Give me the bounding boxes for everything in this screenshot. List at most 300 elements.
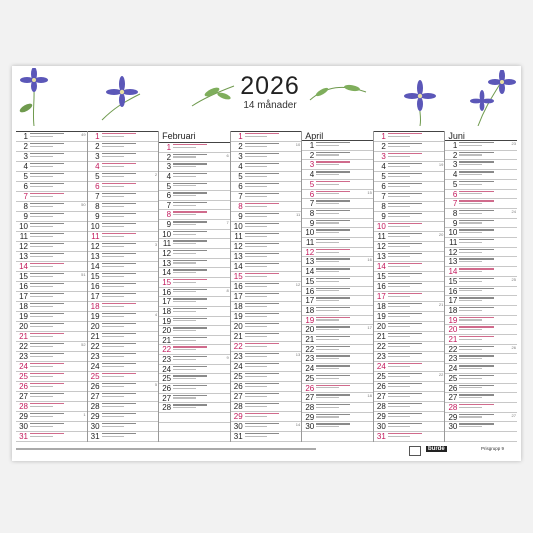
day-number: 9 [309, 218, 315, 228]
day-text-lines [459, 393, 517, 398]
day-row [374, 142, 445, 152]
day-row [231, 262, 302, 272]
day-text-lines [316, 209, 373, 214]
day-row [302, 180, 373, 190]
day-text-lines [388, 292, 445, 297]
day-number: 3 [95, 152, 100, 161]
day-text-lines [30, 332, 87, 337]
day-row [231, 202, 302, 212]
day-row [445, 228, 517, 238]
day-text-lines [245, 342, 302, 347]
day-text-lines [316, 422, 373, 427]
day-number: 28 [305, 402, 315, 412]
day-number: 18 [162, 306, 172, 316]
day-text-lines [459, 374, 517, 379]
day-row [88, 312, 159, 322]
day-row [16, 412, 87, 422]
day-number: 27 [19, 392, 28, 401]
day-text-lines [388, 192, 445, 197]
day-row [445, 422, 517, 432]
day-row [445, 432, 517, 442]
day-number: 3 [23, 152, 28, 161]
day-row [374, 372, 445, 382]
day-text-lines [388, 382, 445, 387]
day-text-lines [388, 432, 445, 437]
day-row [16, 212, 87, 222]
day-row [231, 212, 302, 222]
week-number: 7 [226, 220, 229, 226]
day-row [302, 374, 373, 384]
day-number: 21 [448, 335, 458, 345]
day-text-lines [316, 219, 373, 224]
day-number: 9 [23, 212, 28, 221]
day-number: 11 [377, 232, 386, 241]
day-row [88, 402, 159, 412]
day-text-lines [459, 257, 517, 262]
day-row [16, 192, 87, 202]
day-text-lines [30, 132, 87, 137]
day-number: 16 [376, 282, 386, 291]
day-text-lines [388, 362, 445, 367]
day-text-lines [30, 422, 87, 427]
day-number: 11 [449, 238, 458, 248]
day-text-lines [459, 219, 517, 224]
day-row [159, 432, 230, 442]
day-number: 11 [91, 232, 100, 241]
day-text-lines [459, 316, 517, 321]
day-row [16, 402, 87, 412]
day-text-lines [245, 162, 302, 167]
day-row [16, 292, 87, 302]
week-number: 3 [154, 242, 158, 247]
day-number: 23 [233, 352, 243, 361]
day-number: 19 [376, 312, 386, 321]
day-number: 29 [376, 412, 386, 421]
clematis-illustration-center-right [398, 76, 442, 126]
day-number: 22 [162, 345, 172, 355]
week-number: 49 [81, 132, 86, 137]
day-number: 16 [19, 282, 28, 291]
day-text-lines [30, 362, 87, 367]
day-row [88, 182, 159, 192]
day-text-lines [245, 372, 302, 377]
day-number: 20 [233, 322, 243, 331]
day-number: 24 [162, 364, 172, 374]
day-list [231, 132, 302, 442]
day-text-lines [245, 252, 302, 257]
clematis-illustration-center-left [100, 72, 144, 122]
day-text-lines [30, 382, 87, 387]
day-number: 8 [381, 202, 386, 211]
day-number: 18 [376, 302, 386, 311]
day-number: 25 [162, 374, 172, 384]
day-row [302, 151, 373, 161]
day-text-lines [245, 322, 302, 327]
day-number: 13 [233, 252, 243, 261]
day-list [445, 141, 517, 442]
day-number: 27 [305, 393, 315, 403]
day-row [231, 342, 302, 352]
week-number: 50 [81, 202, 86, 207]
day-number: 15 [162, 277, 172, 287]
day-number: 16 [162, 287, 172, 297]
month-column [16, 131, 88, 442]
day-row [374, 432, 445, 442]
day-text-lines [30, 412, 87, 417]
leaf-sprig-illustration [190, 80, 236, 110]
day-row [231, 192, 302, 202]
day-number: 12 [305, 247, 315, 257]
day-number: 7 [23, 192, 28, 201]
day-number: 21 [233, 332, 243, 341]
day-number: 25 [448, 373, 458, 383]
month-name: April [302, 131, 373, 141]
day-row [374, 412, 445, 422]
week-number: 21 [438, 302, 444, 307]
day-row [88, 262, 159, 272]
day-number: 1 [95, 132, 100, 141]
day-number: 24 [90, 362, 100, 371]
month-name: Februari [159, 131, 230, 143]
day-text-lines [316, 393, 373, 398]
day-row [159, 423, 230, 433]
day-text-lines [30, 302, 87, 307]
day-row [159, 365, 230, 375]
day-text-lines [173, 317, 230, 322]
day-row [374, 192, 445, 202]
day-row [231, 162, 302, 172]
day-row [374, 242, 445, 252]
day-row [88, 202, 159, 212]
day-row [374, 132, 445, 142]
footer-fine-print [16, 448, 316, 450]
day-number: 6 [309, 189, 315, 199]
day-text-lines [102, 282, 159, 287]
day-number: 24 [376, 362, 386, 371]
day-text-lines [173, 345, 230, 350]
day-row [445, 277, 517, 287]
day-row [445, 151, 517, 161]
day-number: 18 [305, 305, 315, 315]
day-row [302, 422, 373, 432]
day-text-lines [388, 332, 445, 337]
day-text-lines [102, 302, 159, 307]
day-number: 2 [452, 150, 458, 160]
day-list [159, 143, 230, 442]
day-row [88, 132, 159, 142]
day-row [231, 402, 302, 412]
day-number: 25 [305, 373, 315, 383]
week-number: 6 [226, 152, 229, 158]
day-text-lines [173, 403, 230, 408]
day-number: 21 [90, 332, 100, 341]
day-row [302, 306, 373, 316]
day-number: 18 [448, 305, 458, 315]
day-text-lines [316, 160, 373, 165]
day-text-lines [30, 252, 87, 257]
day-row [88, 292, 159, 302]
day-text-lines [245, 332, 302, 337]
day-number: 9 [452, 218, 458, 228]
day-number: 16 [90, 282, 100, 291]
day-number: 14 [305, 267, 315, 277]
day-number: 22 [19, 342, 28, 351]
day-text-lines [388, 412, 445, 417]
day-row [302, 345, 373, 355]
day-number: 8 [95, 202, 100, 211]
day-text-lines [245, 422, 302, 427]
day-number: 31 [376, 432, 386, 441]
day-number: 6 [95, 182, 100, 191]
day-row [88, 432, 159, 442]
day-text-lines [459, 422, 517, 427]
calendar-header [12, 66, 521, 130]
day-row [374, 362, 445, 372]
day-number: 10 [19, 222, 28, 231]
day-text-lines [459, 413, 517, 418]
day-number: 14 [19, 262, 28, 271]
day-text-lines [245, 402, 302, 407]
day-number: 26 [90, 382, 100, 391]
day-number: 4 [381, 162, 386, 171]
day-text-lines [245, 222, 302, 227]
day-text-lines [459, 325, 517, 330]
day-text-lines [30, 242, 87, 247]
day-row [16, 322, 87, 332]
day-number: 22 [233, 342, 243, 351]
day-row [302, 296, 373, 306]
day-text-lines [173, 249, 230, 254]
day-text-lines [30, 292, 87, 297]
day-number: 12 [19, 242, 28, 251]
day-number: 7 [166, 200, 172, 210]
day-text-lines [245, 292, 302, 297]
day-number: 30 [90, 422, 100, 431]
day-number: 10 [162, 229, 172, 239]
day-text-lines [388, 422, 445, 427]
day-number: 28 [376, 402, 386, 411]
day-row [88, 282, 159, 292]
week-number: 13 [295, 352, 301, 357]
day-number: 21 [162, 335, 172, 345]
day-text-lines [459, 296, 517, 301]
day-number: 24 [233, 362, 243, 371]
day-number: 3 [309, 160, 315, 170]
day-text-lines [316, 296, 373, 301]
day-number: 7 [238, 192, 243, 201]
day-row [374, 312, 445, 322]
day-row [302, 335, 373, 345]
day-text-lines [388, 152, 445, 157]
day-number: 19 [162, 316, 172, 326]
day-text-lines [30, 342, 87, 347]
day-number: 15 [233, 272, 243, 281]
day-text-lines [316, 306, 373, 311]
day-number: 4 [95, 162, 100, 171]
day-row [231, 362, 302, 372]
day-text-lines [102, 192, 159, 197]
day-text-lines [102, 212, 159, 217]
day-number: 20 [376, 322, 386, 331]
week-number: 5 [154, 382, 158, 387]
day-text-lines [316, 267, 373, 272]
day-text-lines [30, 232, 87, 237]
day-number: 26 [19, 382, 28, 391]
day-text-lines [245, 272, 302, 277]
day-number: 10 [90, 222, 100, 231]
day-number: 30 [448, 422, 458, 432]
day-row [16, 152, 87, 162]
day-row [231, 422, 302, 432]
day-number: 7 [381, 192, 386, 201]
day-row [159, 220, 230, 230]
day-number: 2 [166, 152, 172, 162]
day-number: 15 [305, 276, 315, 286]
day-row [231, 352, 302, 362]
day-row [302, 160, 373, 170]
day-number: 12 [376, 242, 386, 251]
day-text-lines [173, 374, 230, 379]
day-text-lines [245, 192, 302, 197]
day-number: 11 [305, 238, 315, 248]
day-row [88, 392, 159, 402]
day-row [445, 209, 517, 219]
day-row [231, 312, 302, 322]
day-row [16, 302, 87, 312]
day-number: 27 [90, 392, 100, 401]
month-column [445, 131, 517, 442]
week-number: 4 [154, 312, 158, 317]
day-text-lines [102, 412, 159, 417]
day-number: 28 [19, 402, 28, 411]
day-row [231, 152, 302, 162]
day-row [159, 230, 230, 240]
day-text-lines [388, 202, 445, 207]
day-row [159, 249, 230, 259]
day-row [88, 162, 159, 172]
day-row [445, 160, 517, 170]
day-number: 9 [381, 212, 386, 221]
day-number: 29 [90, 412, 100, 421]
day-row [302, 219, 373, 229]
day-row [159, 278, 230, 288]
day-number: 20 [90, 322, 100, 331]
day-number: 4 [309, 170, 315, 180]
day-text-lines [30, 312, 87, 317]
day-number: 24 [448, 364, 458, 374]
day-number: 1 [452, 141, 458, 150]
day-number: 23 [448, 354, 458, 364]
day-text-lines [388, 282, 445, 287]
day-number: 30 [233, 422, 243, 431]
day-text-lines [459, 180, 517, 185]
day-text-lines [459, 160, 517, 165]
day-text-lines [102, 202, 159, 207]
day-row [159, 162, 230, 172]
day-row [445, 296, 517, 306]
day-number: 4 [23, 162, 28, 171]
day-text-lines [30, 222, 87, 227]
day-row [231, 382, 302, 392]
day-number: 3 [381, 152, 386, 161]
day-number: 19 [19, 312, 28, 321]
day-number: 10 [305, 228, 315, 238]
day-row [374, 422, 445, 432]
month-column [159, 131, 231, 442]
day-text-lines [245, 302, 302, 307]
day-row [231, 392, 302, 402]
week-number: 10 [295, 142, 301, 147]
day-number: 13 [448, 257, 458, 267]
day-text-lines [316, 228, 373, 233]
day-row [302, 257, 373, 267]
day-row [445, 257, 517, 267]
day-text-lines [102, 232, 159, 237]
day-row [374, 332, 445, 342]
day-text-lines [173, 201, 230, 206]
day-text-lines [173, 182, 230, 187]
day-number: 5 [452, 179, 458, 189]
day-text-lines [316, 199, 373, 204]
day-text-lines [173, 307, 230, 312]
day-number: 26 [376, 382, 386, 391]
day-text-lines [245, 262, 302, 267]
day-text-lines [173, 259, 230, 264]
day-number: 4 [238, 162, 243, 171]
day-number: 30 [305, 422, 315, 432]
day-number: 31 [90, 432, 100, 441]
day-text-lines [459, 287, 517, 292]
day-text-lines [245, 282, 302, 287]
day-number: 9 [166, 220, 172, 230]
day-text-lines [316, 151, 373, 156]
day-text-lines [102, 362, 159, 367]
day-number: 3 [166, 162, 172, 172]
day-row [159, 307, 230, 317]
day-text-lines [316, 374, 373, 379]
day-text-lines [30, 402, 87, 407]
day-row [159, 326, 230, 336]
day-text-lines [30, 192, 87, 197]
day-row [159, 259, 230, 269]
day-number: 14 [162, 268, 172, 278]
week-number: 51 [81, 272, 86, 277]
day-row [231, 252, 302, 262]
clematis-illustration-right [470, 70, 518, 126]
day-number: 17 [448, 296, 458, 306]
day-number: 15 [90, 272, 100, 281]
day-row [88, 252, 159, 262]
day-text-lines [316, 141, 373, 146]
day-number: 15 [376, 272, 386, 281]
day-text-lines [459, 364, 517, 369]
day-number: 22 [90, 342, 100, 351]
week-number: 18 [367, 393, 372, 399]
day-text-lines [102, 312, 159, 317]
day-number: 11 [19, 232, 28, 241]
week-number: 22 [438, 372, 444, 377]
day-row [231, 132, 302, 142]
day-row [16, 162, 87, 172]
day-number: 6 [23, 182, 28, 191]
day-number: 28 [233, 402, 243, 411]
day-number: 15 [448, 276, 458, 286]
day-number: 5 [95, 172, 100, 181]
day-text-lines [245, 382, 302, 387]
day-number: 23 [162, 355, 172, 365]
day-text-lines [245, 142, 302, 147]
day-text-lines [173, 384, 230, 389]
